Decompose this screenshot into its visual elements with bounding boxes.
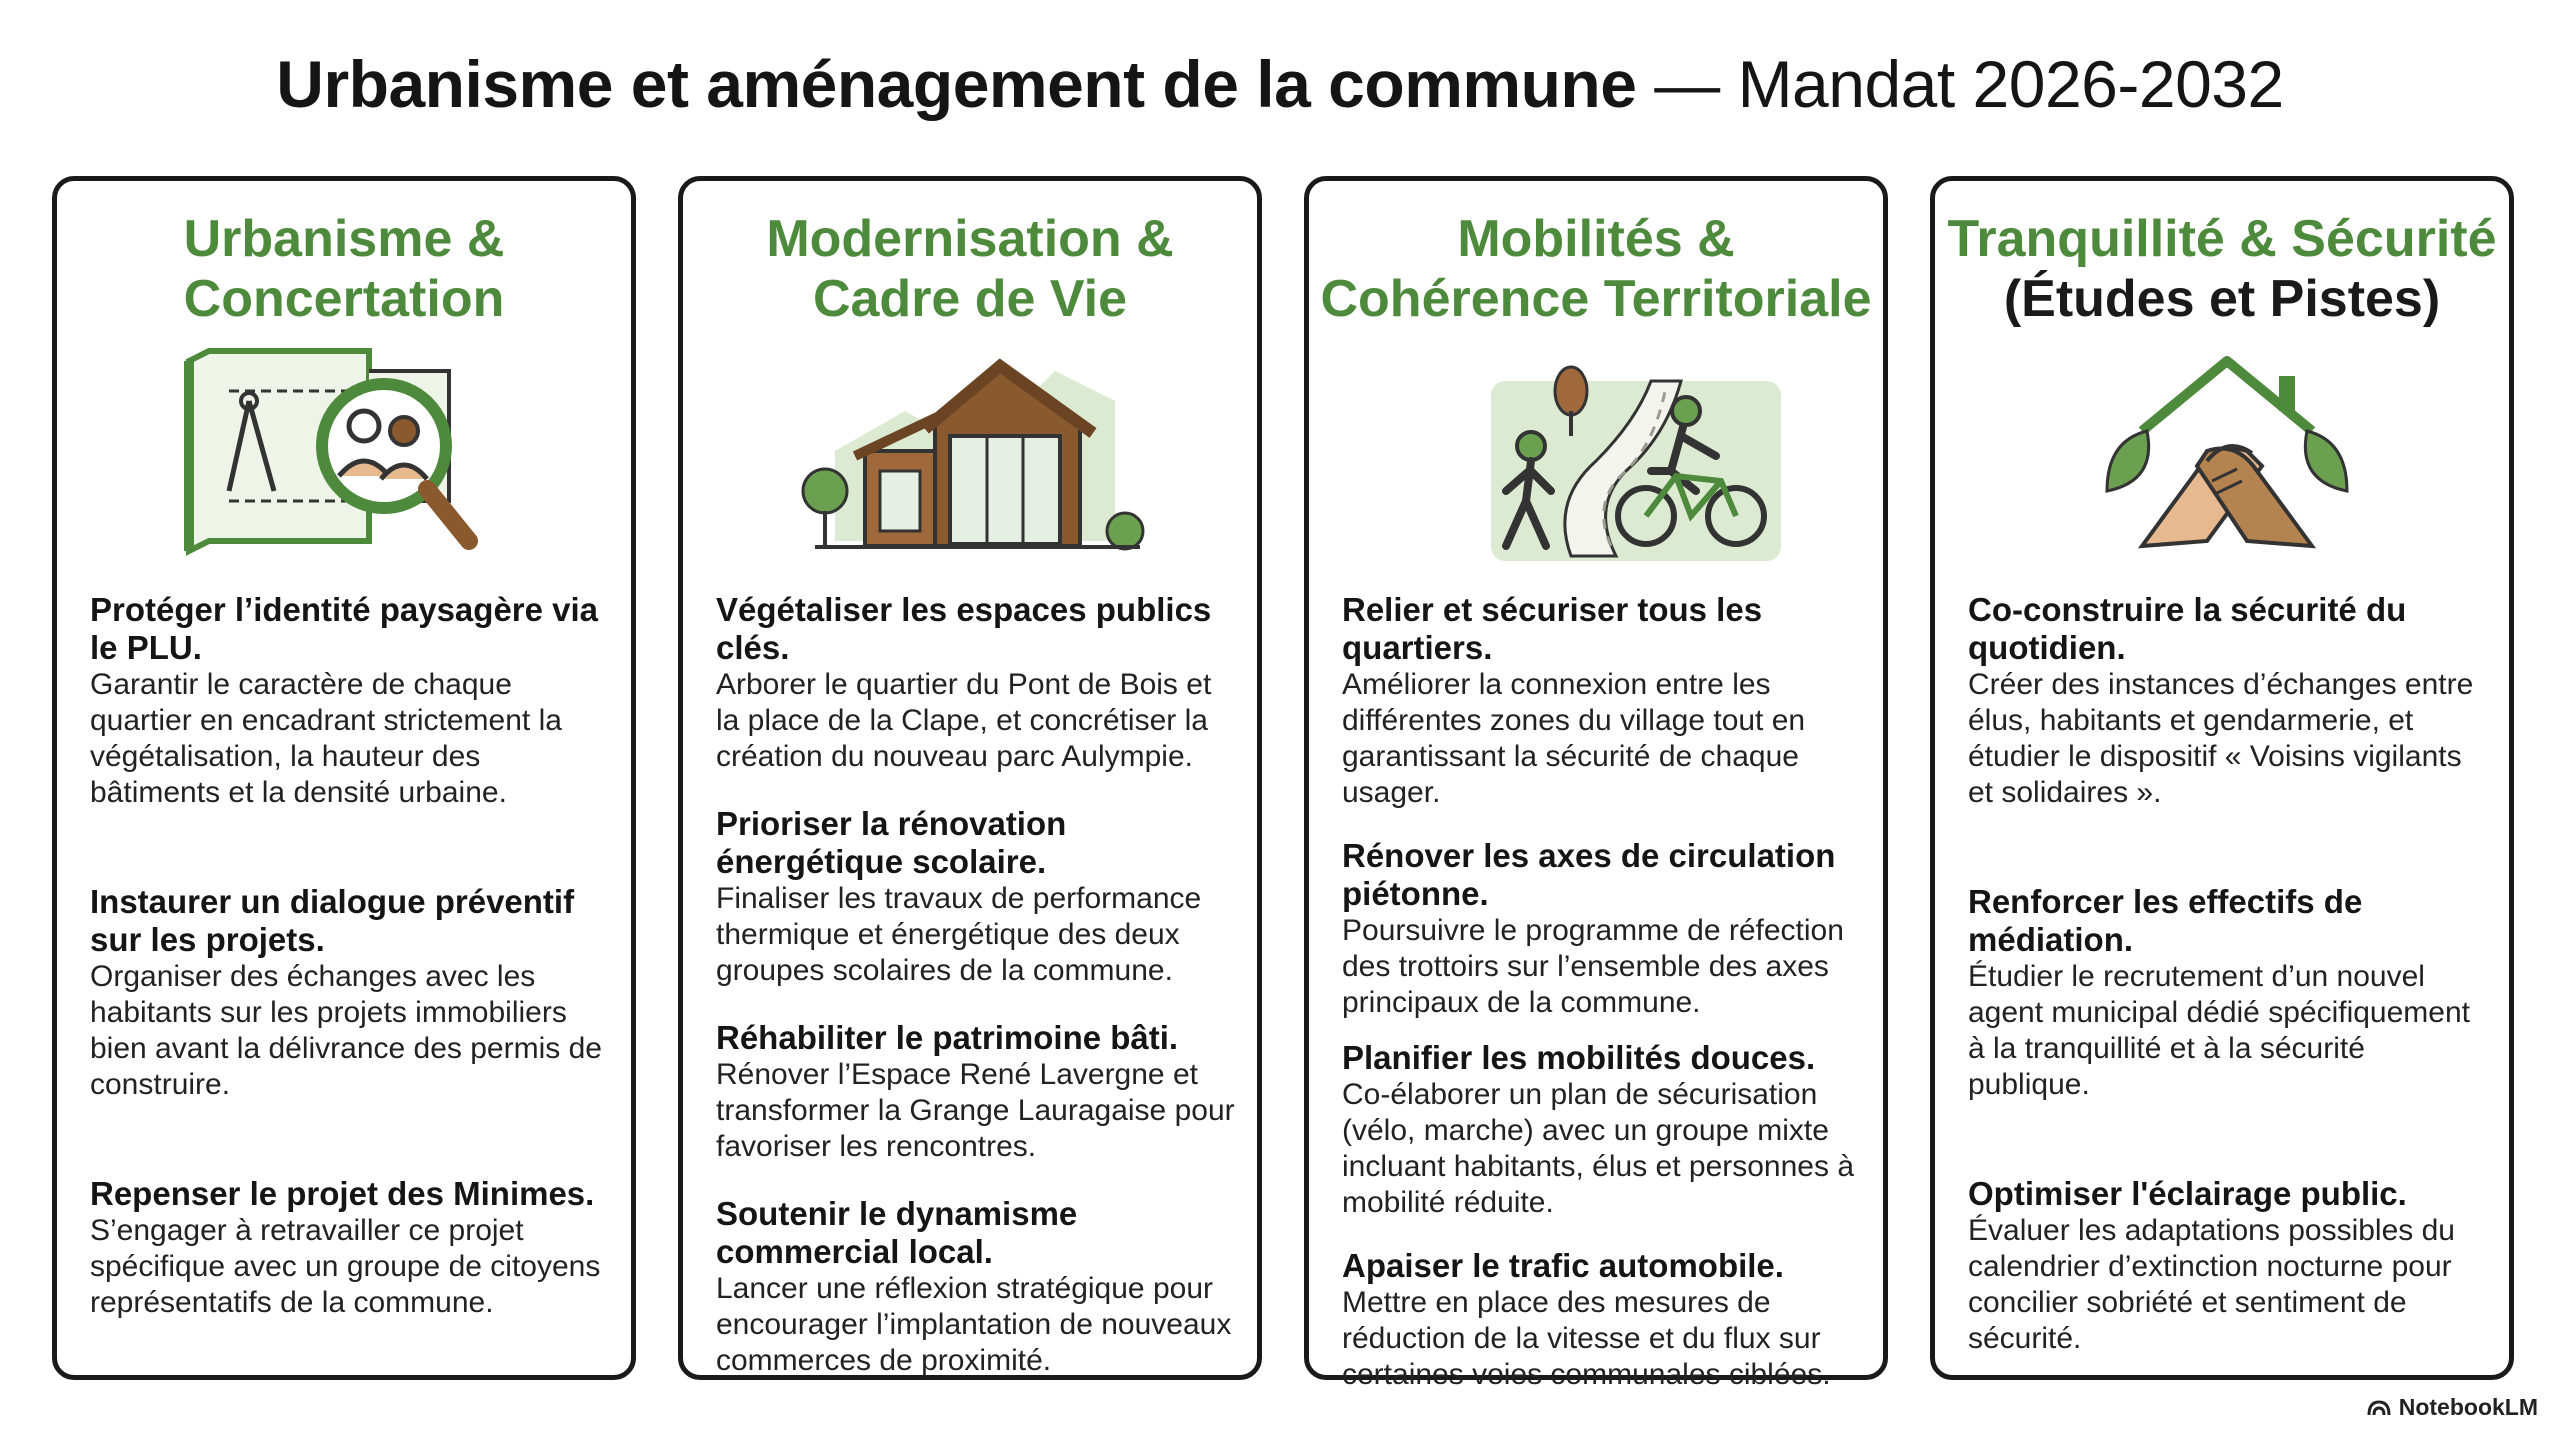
item-text: Étudier le recrutement d’un nouvel agent municipal dédié spécifiquement à la tranquillité et à la sécurité publique. [1968, 960, 2470, 1101]
card-title-text: Tranquillité & Sécurité [1947, 210, 2497, 268]
list-item [716, 591, 1239, 775]
item-text: Organiser des échanges avec les habitants sur les projets immobiliers bien avant la délivrance des permis de construire. [90, 960, 602, 1101]
list-item [1968, 591, 2491, 811]
item-heading: Végétaliser les espaces publics clés. [716, 591, 1212, 666]
list-item [716, 1019, 1239, 1165]
card-title-subtitle: (Études et Pistes) [2003, 270, 2441, 328]
item-heading: Optimiser l'éclairage public. [1968, 1175, 2407, 1212]
card-title-text: Urbanisme & Concertation [183, 210, 505, 328]
item-text: Co-élaborer un plan de sécurisation (vélo, marche) avec un groupe mixte incluant habitants, élus et personnes à mobilité réduite. [1342, 1078, 1855, 1219]
card-title-text: Mobilités & Cohérence Territoriale [1320, 210, 1872, 328]
item-heading: Protéger l’identité paysagère via le PLU. [90, 591, 599, 666]
item-text: Garantir le caractère de chaque quartier en encadrant strictement la végétalisation, la hauteur des bâtiments et la densité urbaine. [90, 668, 562, 809]
card-urbanisme [52, 176, 636, 1380]
item-text: Améliorer la connexion entre les différentes zones du village tout en garantissant la sécurité de chaque usager. [1342, 668, 1806, 809]
item-heading: Soutenir le dynamisme commercial local. [716, 1195, 1078, 1270]
list-item [716, 805, 1239, 989]
card-title [1319, 209, 1873, 329]
list-item [1968, 1175, 2491, 1357]
card-items [1342, 591, 1865, 1393]
list-item [90, 1175, 613, 1321]
notebooklm-brand [2367, 1394, 2538, 1421]
item-text: Arborer le quartier du Pont de Bois et la place de la Clape, et concrétiser la création du nouveau parc Aulympie. [716, 668, 1212, 773]
page-title [0, 44, 2560, 124]
card-securite [1930, 176, 2514, 1380]
item-text: S’engager à retravailler ce projet spécifique avec un groupe de citoyens représentatifs de la commune. [90, 1214, 601, 1319]
brand-label: NotebookLM [2398, 1394, 2538, 1420]
card-items [90, 591, 613, 1321]
item-text: Créer des instances d’échanges entre élus, habitants et gendarmerie, et étudier le dispositif « Voisins vigilants et solidaires ». [1968, 668, 2474, 809]
page-title-mandate: — Mandat 2026-2032 [1636, 47, 2284, 121]
item-text: Poursuivre le programme de réfection des trottoirs sur l’ensemble des axes principaux de la commune. [1342, 914, 1844, 1019]
page-title-main: Urbanisme et aménagement de la commune [276, 47, 1637, 121]
item-heading: Instaurer un dialogue préventif sur les projets. [90, 883, 575, 958]
card-title-text: Modernisation & Cadre de Vie [766, 210, 1174, 328]
map-magnifier-icon [169, 341, 529, 561]
item-heading: Co-construire la sécurité du quotidien. [1968, 591, 2407, 666]
item-text: Lancer une réflexion stratégique pour encourager l’implantation de nouveaux commerces de proximité. [716, 1272, 1232, 1377]
item-heading: Réhabiliter le patrimoine bâti. [716, 1019, 1179, 1056]
notebooklm-logo-icon [2367, 1399, 2391, 1417]
card-items [716, 591, 1239, 1379]
item-heading: Renforcer les effectifs de médiation. [1968, 883, 2363, 958]
item-text: Finaliser les travaux de performance thermique et énergétique des deux groupes scolaires de la commune. [716, 882, 1202, 987]
cards-row [52, 176, 2516, 1391]
item-text: Rénover l’Espace René Lavergne et transformer la Grange Lauragaise pour favoriser les rencontres. [716, 1058, 1235, 1163]
item-heading: Relier et sécuriser tous les quartiers. [1342, 591, 1763, 666]
item-text: Mettre en place des mesures de réduction de la vitesse et du flux sur certaines voies communales ciblées. [1342, 1286, 1831, 1391]
card-modernisation [678, 176, 1262, 1380]
card-title [67, 209, 621, 329]
list-item [90, 591, 613, 811]
list-item [1342, 1039, 1865, 1221]
handshake-house-icon [2047, 341, 2407, 561]
list-item [1342, 1247, 1865, 1393]
list-item [1342, 837, 1865, 1021]
list-item [1342, 591, 1865, 811]
item-text: Évaluer les adaptations possibles du calendrier d’extinction nocturne pour concilier sobriété et sentiment de sécurité. [1968, 1214, 2455, 1355]
item-heading: Apaiser le trafic automobile. [1342, 1247, 1784, 1284]
item-heading: Planifier les mobilités douces. [1342, 1039, 1816, 1076]
item-heading: Repenser le projet des Minimes. [90, 1175, 595, 1212]
walker-cyclist-icon [1421, 341, 1781, 561]
list-item [1968, 883, 2491, 1103]
item-heading: Prioriser la rénovation énergétique scolaire. [716, 805, 1067, 880]
item-heading: Rénover les axes de circulation piétonne. [1342, 837, 1836, 912]
card-title [693, 209, 1247, 329]
wooden-building-icon [795, 341, 1155, 561]
list-item [716, 1195, 1239, 1379]
card-items [1968, 591, 2491, 1357]
card-mobilites [1304, 176, 1888, 1391]
card-title [1945, 209, 2499, 329]
list-item [90, 883, 613, 1103]
